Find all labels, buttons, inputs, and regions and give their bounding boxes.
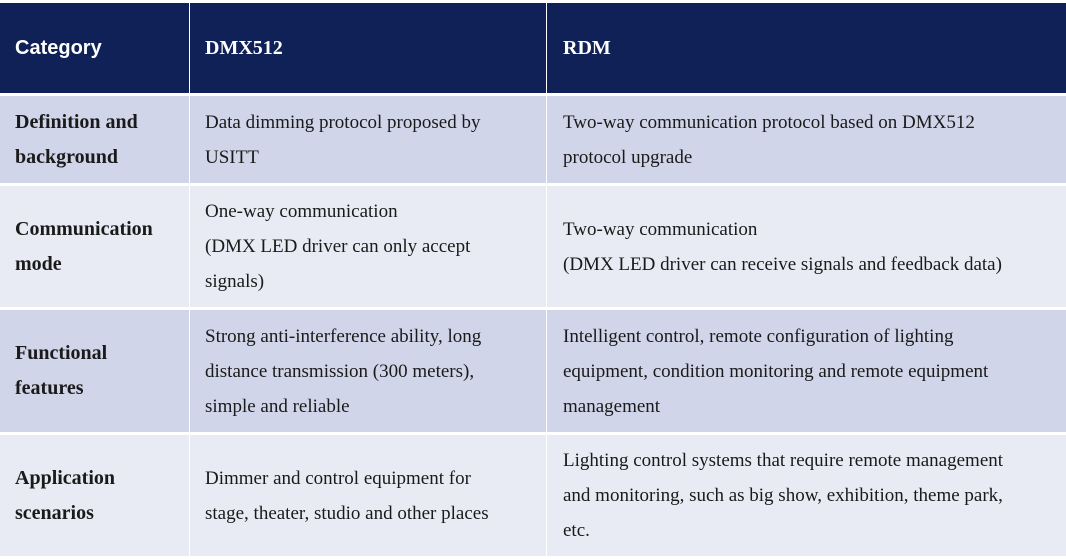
rdm-line: and monitoring, such as big show, exhibition, theme park, xyxy=(563,485,1003,506)
category-cell xyxy=(0,96,189,183)
table-row-features xyxy=(0,310,1066,432)
category-line: Definition and xyxy=(15,110,138,133)
category-line: features xyxy=(15,377,84,399)
rdm-cell xyxy=(547,96,1066,183)
rdm-line: Two-way communication xyxy=(563,218,758,240)
table-row-definition xyxy=(0,96,1066,183)
category-line: mode xyxy=(15,252,62,275)
rdm-line: Two-way communication protocol based on DMX512 xyxy=(563,111,975,133)
dmx512-line: Strong anti-interference ability, long xyxy=(205,325,482,347)
dmx512-line: distance transmission (300 meters), xyxy=(205,360,475,382)
dmx512-cell xyxy=(190,310,546,432)
dmx512-cell xyxy=(190,96,546,183)
dmx512-cell xyxy=(190,435,546,556)
rdm-line: Lighting control systems that require remote management xyxy=(563,450,1004,471)
rdm-line: Intelligent control, remote configuration of lighting xyxy=(563,325,954,347)
table-row-communication xyxy=(0,186,1066,307)
rdm-cell xyxy=(547,310,1066,432)
category-line: Communication xyxy=(15,217,153,240)
rdm-line: protocol upgrade xyxy=(563,146,693,168)
dmx512-line: One-way communication xyxy=(205,201,398,222)
category-cell xyxy=(0,310,189,432)
dmx512-line: (DMX LED driver can only accept xyxy=(205,236,471,257)
dmx512-line: simple and reliable xyxy=(205,395,350,417)
dmx512-line: signals) xyxy=(205,271,265,292)
category-cell xyxy=(0,186,189,307)
rdm-line: etc. xyxy=(563,520,590,541)
table-row-application xyxy=(0,435,1066,556)
category-cell xyxy=(0,435,189,556)
category-line: Functional xyxy=(15,342,108,364)
table-header-row xyxy=(0,3,1066,93)
rdm-line: equipment, condition monitoring and remote equipment xyxy=(563,360,989,382)
category-line: scenarios xyxy=(15,501,94,524)
header-rdm: RDM xyxy=(547,3,1066,93)
dmx512-line: Data dimming protocol proposed by xyxy=(205,111,481,133)
dmx512-line: Dimmer and control equipment for xyxy=(205,467,471,489)
header-dmx512: DMX512 xyxy=(190,3,546,93)
rdm-cell xyxy=(547,435,1066,556)
category-line: Application xyxy=(15,466,116,489)
rdm-line: (DMX LED driver can receive signals and feedback data) xyxy=(563,253,1002,275)
dmx512-cell xyxy=(190,186,546,307)
dmx512-line: USITT xyxy=(205,146,259,168)
dmx512-line: stage, theater, studio and other places xyxy=(205,502,489,524)
category-line: background xyxy=(15,145,119,168)
header-category: Category xyxy=(0,3,189,93)
rdm-cell xyxy=(547,186,1066,307)
rdm-line: management xyxy=(563,395,661,417)
